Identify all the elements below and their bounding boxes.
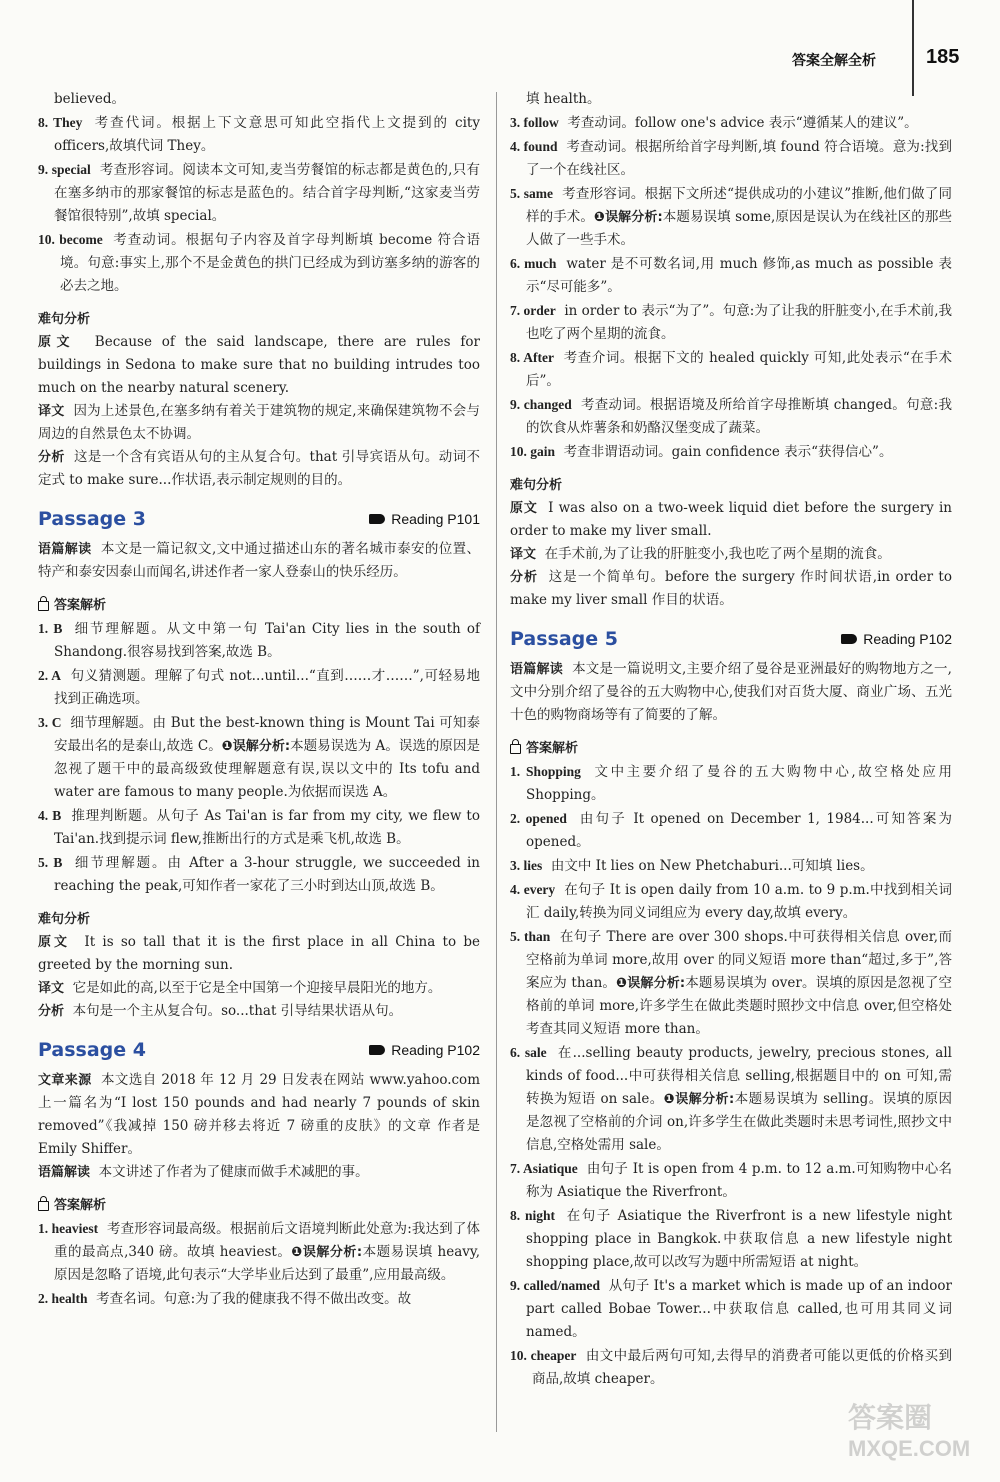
answer-item: 10. gain 考查非谓语动词。gain confidence 表示“获得信心”。 (510, 444, 893, 460)
pointing-hand-icon (369, 514, 385, 524)
passage-header (38, 1039, 480, 1061)
text-line: believed。 (54, 91, 126, 107)
answer-item: 7. order in order to 表示“为了”。句意:为了让我的肝脏变小,在手术前,我也吃了两个星期的流食。 (510, 303, 952, 342)
answer-item (38, 228, 480, 298)
answer-key: 9. special (38, 162, 91, 177)
answer-item: 1. Shopping 文中主要介绍了曼谷的五大购物中心,故空格处应用 Shopping。 (510, 764, 952, 803)
answer-key: 10. become (38, 232, 103, 247)
analysis: 分析 这是一个简单句。before the surgery 作时间状语,in order to make my liver small 作目的状语。 (510, 569, 952, 608)
answer-item: 8. night 在句子 Asiatique the Riverfront is a new lifestyle night shopping place in Bangkok.中获取信息 a new lifestyle night shopping place,故可以改写为题中所需短语 at night。 (510, 1208, 952, 1270)
answer-item (38, 111, 480, 158)
column-divider (496, 92, 497, 1432)
passage-title: Passage 5 (510, 628, 618, 650)
answer-key: 8. They (38, 115, 83, 130)
answers-title: 答案解析 (38, 594, 480, 617)
header-rule (912, 0, 914, 96)
reading-reference: Reading P101 (369, 511, 480, 527)
right-column (510, 88, 952, 1391)
original-sentence: 原文 It is so tall that it is the first place in all China to be greeted by the morning sun. (38, 934, 480, 973)
text-line: 填 health。 (526, 91, 601, 107)
answer-item: 4. every 在句子 It is open daily from 10 a.m. to 9 p.m.中找到相关词汇 daily,转换为同义词组应为 every day,故填 every。 (510, 882, 952, 921)
section-title: 难句分析 (38, 912, 91, 927)
lock-icon (38, 1201, 49, 1211)
answer-item (38, 158, 480, 228)
header-label: 答案全解全析 (792, 53, 876, 69)
translation: 译文 在手术前,为了让我的肝脏变小,我也吃了两个星期的流食。 (510, 546, 891, 562)
answer-item: 4. B 推理判断题。从句子 As Tai'an is far from my city, we flew to Tai'an.找到提示词 flew,推断出行的方式是乘飞机,故选 B。 (38, 808, 480, 847)
watermark-logo: 答案圈 MXQE.COM (848, 1401, 971, 1461)
passage-title: Passage 4 (38, 1039, 146, 1061)
passage-intro: 语篇解读 本文讲述了作者为了健康而做手术减肥的事。 (38, 1164, 369, 1180)
answer-item: 9. called/named 从句子 It's a market which is made up of an indoor part called Bobae Tower...中获取信息 called,也可用其同义词 named。 (510, 1278, 952, 1340)
answer-item: 5. B 细节理解题。由 After a 3-hour struggle, we succeeded in reaching the peak,可知作者一家花了三小时到达山顶,故选 B。 (38, 855, 480, 894)
translation: 译文 它是如此的高,以至于它是全中国第一个迎接早晨阳光的地方。 (38, 980, 442, 996)
analysis: 分析 这是一个含有宾语从句的主从复合句。that 引导宾语从句。动词不定式 to make sure...作状语,表示制定规则的目的。 (38, 449, 480, 488)
answer-item: 3. lies 由文中 It lies on New Phetchaburi...可知填 lies。 (510, 858, 874, 874)
left-column (38, 88, 480, 1311)
answer-item: 8. After 考查介词。根据下文的 healed quickly 可知,此处表示“在手术后”。 (510, 350, 952, 389)
answer-item: 10. cheaper 由文中最后两句可知,去得早的消费者可能以更低的价格买到商品,故填 cheaper。 (510, 1348, 952, 1387)
section-title: 难句分析 (38, 312, 91, 327)
answer-item: 5. same 考查形容词。根据下文所述“提供成功的小建议”推断,他们做了同样的手术。❶误解分析:本题易误填 some,原因是误认为在线社区的那些人做了一些手术。 (510, 186, 952, 248)
answer-item: 2. opened 由句子 It opened on December 1, 1984...可知答案为 opened。 (510, 811, 952, 850)
answer-item: 3. follow 考查动词。follow one's advice 表示“遵循某人的建议”。 (510, 115, 918, 131)
section-title: 难句分析 (510, 478, 563, 493)
answers-title: 答案解析 (38, 1194, 480, 1217)
answer-item: 7. Asiatique 由句子 It is open from 4 p.m. to 12 a.m.可知购物中心名称为 Asiatique the Riverfront。 (510, 1161, 952, 1200)
passage-intro: 语篇解读 本文是一篇说明文,主要介绍了曼谷是亚洲最好的购物地方之一,文中分别介绍了曼谷的五大购物中心,使我们对百货大厦、商业广场、五光十色的购物商场等有了简要的了解。 (510, 661, 952, 723)
article-source: 文章来源 本文选自 2018 年 12 月 29 日发表在网站 www.yahoo.com 上一篇名为“I lost 150 pounds and had nearly 7 pounds of skin removed”《我减掉 150 磅并移去将近 7 磅重的皮肤》的文章 作者是 Emily Shiffer。 (38, 1072, 480, 1157)
answer-item: 6. sale 在...selling beauty products, jewelry, precious stones, all kinds of food...中可获得相关信息 selling,根据题目中的 on 可知,需转换为短语 on sale。❶误解分析:本题易误填为 selling。误填的原因是忽视了空格前的介词 on,许多学生在做此类题时未思考词性,照抄文中信息,空格处需用 sale。 (510, 1045, 952, 1153)
answers-title: 答案解析 (510, 737, 952, 760)
passage-header (38, 508, 480, 530)
answer-item: 1. heaviest 考查形容词最高级。根据前后文语境判断此处意为:我达到了体重的最高点,340 磅。故填 heaviest。❶误解分析:本题易误填 heavy,原因是忽略了语境,此句表示“大学毕业后达到了最重”,应用最高级。 (38, 1221, 480, 1283)
passage-title: Passage 3 (38, 508, 146, 530)
passage-intro: 语篇解读 本文是一篇记叙文,文中通过描述山东的著名城市泰安的位置、特产和泰安因泰山而闻名,讲述作者一家人登泰山的快乐经历。 (38, 541, 480, 580)
original-sentence: 原文 Because of the said landscape, there are rules for buildings in Sedona to make sure that no building intrudes too much on the nearby natural scenery. (38, 334, 480, 396)
answer-text: 考查动词。根据句子内容及首字母判断填 become 符合语境。句意:事实上,那个不是金黄色的拱门已经成为到访塞多纳的游客的必去之地。 (60, 232, 480, 294)
analysis: 分析 本句是一个主从复合句。so...that 引导结果状语从句。 (38, 1003, 403, 1019)
translation: 译文 因为上述景色,在塞多纳有着关于建筑物的规定,来确保建筑物不会与周边的自然景色太不协调。 (38, 403, 480, 442)
reading-reference: Reading P102 (369, 1042, 480, 1058)
original-sentence: 原文 I was also on a two-week liquid diet before the surgery in order to make my liver small. (510, 500, 952, 539)
reading-reference: Reading P102 (841, 631, 952, 647)
answer-text: 考查代词。根据上下文意思可知此空指代上文提到的 city officers,故填代词 They。 (54, 115, 480, 154)
answer-item: 6. much water 是不可数名词,用 much 修饰,as much as possible 表示“尽可能多”。 (510, 256, 952, 295)
answer-item: 3. C 细节理解题。由 But the best-known thing is Mount Tai 可知泰安最出名的是泰山,故选 C。❶误解分析:本题易误选为 A。误选的原因是忽视了题干中的最高级致使理解题意有误,误以文中的 Its tofu and water are famous to many people.为依据而误选 A。 (38, 715, 481, 800)
pointing-hand-icon (369, 1045, 385, 1055)
answer-item: 4. found 考查动词。根据所给首字母判断,填 found 符合语境。意为:找到了一个在线社区。 (510, 139, 952, 178)
lock-icon (510, 744, 521, 754)
pointing-hand-icon (841, 634, 857, 644)
passage-header (510, 628, 952, 650)
answer-item: 9. changed 考查动词。根据语境及所给首字母推断填 changed。句意:我的饮食从炸薯条和奶酪汉堡变成了蔬菜。 (510, 397, 952, 436)
answer-item: 1. B 细节理解题。从文中第一句 Tai'an City lies in the south of Shandong.很容易找到答案,故选 B。 (38, 621, 480, 660)
answer-text: 考查形容词。阅读本文可知,麦当劳餐馆的标志都是黄色的,只有在塞多纳市的那家餐馆的标志是蓝色的。结合首字母判断,“这家麦当劳餐馆很特别”,故填 special。 (54, 162, 480, 224)
page-number: 185 (926, 46, 960, 68)
answer-item: 2. health 考查名词。句意:为了我的健康我不得不做出改变。故 (38, 1291, 412, 1307)
answer-item: 2. A 句义猜测题。理解了句式 not...until...“直到……才……”,可轻易地找到正确选项。 (38, 668, 480, 707)
lock-icon (38, 601, 49, 611)
answer-item: 5. than 在句子 There are over 300 shops.中可获得相关信息 over,而空格前为单词 more,故用 over 的同义短语 more than“超过,多于”,答案应为 than。❶误解分析:本题易误填为 over。误填的原因是忽视了空格前的单词 more,许多学生在做此类题时照抄文中信息 over,但空格处考查其同义短语 more than。 (510, 929, 952, 1037)
